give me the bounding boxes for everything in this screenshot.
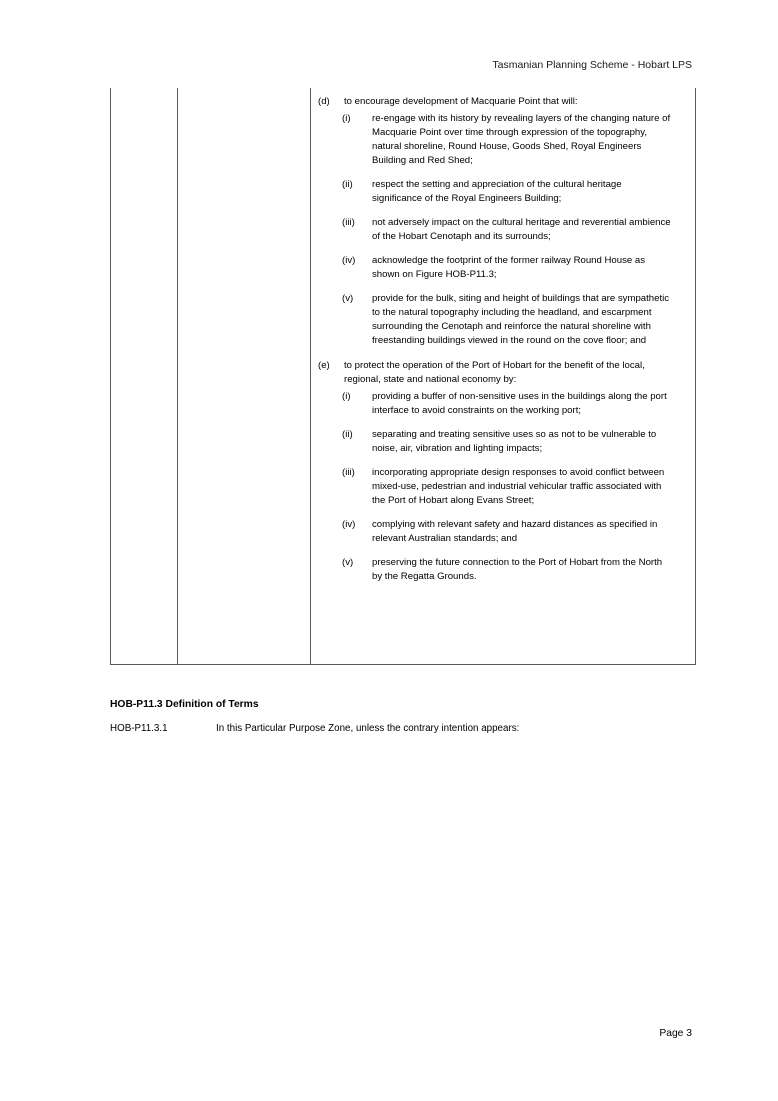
clause-list (311, 88, 695, 664)
subclause-item (318, 466, 688, 508)
subclause-item (318, 112, 688, 168)
definition-clause-text: In this Particular Purpose Zone, unless the contrary intention appears: (216, 723, 520, 734)
subclause-item (318, 428, 688, 456)
subclause-text: provide for the bulk, siting and height of buildings that are sympathetic to the natural topography including the headland, and escarpment surrounding the Cenotaph and reinforce the natural shoreline with freestanding buildings viewed in the round on the cove floor; and (372, 293, 670, 346)
subclause-text: respect the setting and appreciation of the cultural heritage significance of the Royal Engineers Building; (372, 179, 622, 204)
table-cell-column-b (178, 88, 311, 665)
subclause-marker: (iii) (342, 467, 355, 478)
subclause-marker: (ii) (342, 179, 353, 190)
subclause-text: providing a buffer of non-sensitive uses in the buildings along the port interface to avoid constraints on the working port; (372, 391, 667, 416)
subclause-text: acknowledge the footprint of the former railway Round House as shown on Figure HOB-P11.3; (372, 255, 646, 280)
subclause-item (318, 556, 688, 584)
subclause-item (318, 254, 688, 282)
subclause-list-d (318, 112, 688, 348)
subclause-item (318, 216, 688, 244)
subclause-marker: (iii) (342, 217, 355, 228)
subclause-marker: (iv) (342, 255, 356, 266)
clause-marker: (d) (318, 96, 330, 107)
table-row (111, 88, 696, 665)
subclause-list-e (318, 390, 688, 584)
column-b-content (178, 88, 310, 664)
definition-clause-ref: HOB-P11.3.1 (110, 723, 168, 734)
subclause-text: re-engage with its history by revealing layers of the changing nature of Macquarie Point over time through expression of the topography, natural shoreline, Round House, Goods Shed, Royal Engineers Building and Red Shed; (372, 113, 671, 166)
subclause-marker: (v) (342, 293, 354, 304)
subclause-item (318, 390, 688, 418)
subclause-marker: (i) (342, 113, 351, 124)
clause-text: to encourage development of Macquarie Point that will: (344, 96, 578, 107)
subclause-marker: (i) (342, 391, 351, 402)
table-cell-clauses (311, 88, 696, 665)
column-a-content (111, 88, 177, 664)
subclause-text: incorporating appropriate design responses to avoid conflict between mixed-use, pedestrian and industrial vehicular traffic associated with the Port of Hobart along Evans Street; (372, 467, 665, 506)
section-heading-definition-of-terms: HOB-P11.3 Definition of Terms (110, 699, 259, 710)
clause-item-d (318, 95, 688, 109)
clause-group-spacer (318, 348, 688, 359)
subclause-text: not adversely impact on the cultural heritage and reverential ambience of the Hobart Cenotaph and its surrounds; (372, 217, 671, 242)
subclause-item (318, 178, 688, 206)
subclause-marker: (v) (342, 557, 354, 568)
clauses-table (110, 88, 696, 665)
definition-clause-row (110, 722, 692, 736)
subclause-text: complying with relevant safety and hazard distances as specified in relevant Australian standards; and (372, 519, 658, 544)
subclause-item (318, 518, 688, 546)
subclause-text: preserving the future connection to the Port of Hobart from the North by the Regatta Grounds. (372, 557, 663, 582)
table-cell-column-a (111, 88, 178, 665)
subclause-marker: (iv) (342, 519, 356, 530)
subclause-text: separating and treating sensitive uses so as not to be vulnerable to noise, air, vibration and lighting impacts; (372, 429, 657, 454)
clause-text: to protect the operation of the Port of Hobart for the benefit of the local, regional, state and national economy by: (344, 360, 645, 385)
clause-item-e (318, 359, 688, 387)
subclause-item (318, 292, 688, 348)
document-header: Tasmanian Planning Scheme - Hobart LPS (492, 59, 692, 71)
subclause-marker: (ii) (342, 429, 353, 440)
clause-marker: (e) (318, 360, 330, 371)
page-number: Page 3 (659, 1028, 692, 1039)
